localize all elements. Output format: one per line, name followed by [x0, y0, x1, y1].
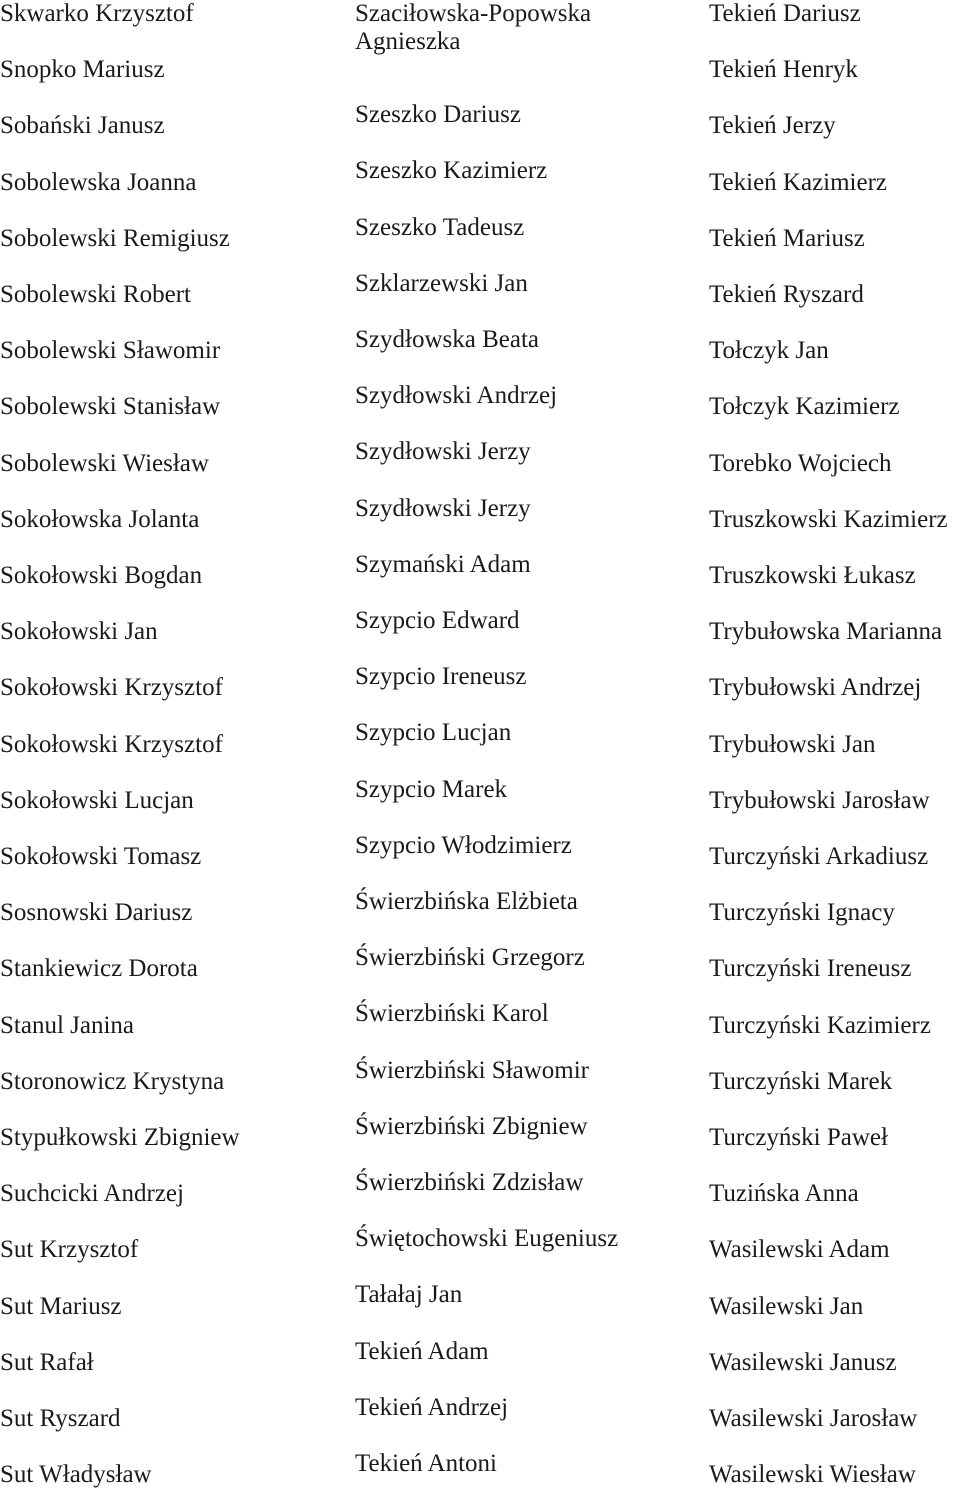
name-entry: Tałałaj Jan: [355, 1281, 463, 1309]
name-entry: Sokołowski Krzysztof: [0, 674, 223, 702]
name-entry: Świerzbińska Elżbieta: [355, 887, 578, 915]
name-entry: Tekień Antoni: [355, 1449, 497, 1477]
name-entry: Snopko Mariusz: [0, 56, 165, 84]
name-entry: Truszkowski Łukasz: [709, 562, 916, 589]
name-entry: Turczyński Ireneusz: [709, 955, 912, 983]
name-entry: Trybułowski Jarosław: [709, 786, 930, 814]
name-entry: Szypcio Marek: [355, 775, 508, 803]
name-entry: Sut Mariusz: [0, 1292, 122, 1320]
name-entry-line1: Szaciłowska-Popowska: [355, 0, 592, 27]
name-entry: Szydłowski Andrzej: [355, 382, 558, 410]
name-entry: Tekień Henryk: [709, 56, 858, 84]
name-entry: Wasilewski Janusz: [709, 1348, 897, 1376]
name-entry: Tekień Adam: [355, 1337, 489, 1365]
name-entry: Tekień Ryszard: [709, 281, 864, 308]
name-entry: Tuzińska Anna: [709, 1180, 859, 1208]
name-entry: Sobański Janusz: [0, 112, 165, 140]
name-entry: Świerzbiński Karol: [355, 1000, 549, 1028]
name-entry: Szklarzewski Jan: [355, 269, 528, 297]
name-entry: Szymański Adam: [355, 550, 531, 578]
name-entry: Trybułowski Andrzej: [709, 674, 922, 702]
name-entry: Turczyński Kazimierz: [709, 1011, 931, 1039]
name-entry: Wasilewski Jarosław: [709, 1405, 918, 1432]
name-entry: Tekień Dariusz: [709, 0, 861, 27]
name-entry: Sobolewska Joanna: [0, 168, 197, 196]
name-entry: Suchcicki Andrzej: [0, 1180, 184, 1208]
name-entry: Turczyński Marek: [709, 1067, 893, 1095]
name-entry: Tekień Andrzej: [355, 1393, 509, 1421]
name-entry: Sokołowski Bogdan: [0, 562, 203, 589]
name-entry: Sosnowski Dariusz: [0, 899, 193, 927]
name-entry: Torebko Wojciech: [709, 449, 892, 477]
name-entry: Stypułkowski Zbigniew: [0, 1124, 240, 1151]
name-entry-line2: Agnieszka: [355, 28, 461, 55]
name-entry: Sut Rafał: [0, 1348, 94, 1376]
name-entry: Sobolewski Wiesław: [0, 449, 209, 477]
name-entry: Szypcio Lucjan: [355, 719, 512, 747]
name-entry: Świerzbiński Zdzisław: [355, 1168, 584, 1196]
name-entry: Szypcio Edward: [355, 606, 520, 634]
name-entry: Turczyński Ignacy: [709, 899, 895, 927]
name-entry: Tołczyk Kazimierz: [709, 393, 900, 421]
name-entry: Sobolewski Stanisław: [0, 393, 221, 421]
name-entry: Szeszko Dariusz: [355, 101, 521, 129]
name-entry: Storonowicz Krystyna: [0, 1067, 225, 1095]
name-entry: Wasilewski Wiesław: [709, 1461, 916, 1489]
name-entry: Sokołowski Jan: [0, 618, 158, 646]
name-entry: Tekień Jerzy: [709, 112, 836, 140]
name-entry: Szydłowski Jerzy: [355, 494, 531, 522]
name-entry: Sut Krzysztof: [0, 1236, 139, 1264]
name-entry: Wasilewski Adam: [709, 1236, 890, 1264]
name-entry: Świerzbiński Grzegorz: [355, 944, 585, 972]
name-entry: Sobolewski Robert: [0, 281, 191, 308]
name-entry: Świerzbiński Sławomir: [355, 1056, 590, 1084]
name-entry: Sokołowski Tomasz: [0, 843, 202, 870]
name-entry: Tekień Kazimierz: [709, 168, 888, 196]
name-entry: Trybułowski Jan: [709, 730, 876, 758]
name-entry: Turczyński Paweł: [709, 1124, 888, 1151]
name-entry-multiline: [355, 0, 591, 56]
name-entry: Szeszko Tadeusz: [355, 213, 525, 241]
name-entry: Truszkowski Kazimierz: [709, 505, 948, 533]
name-entry: Świętochowski Eugeniusz: [355, 1225, 619, 1253]
name-entry: Turczyński Arkadiusz: [709, 843, 929, 870]
name-entry: Sokołowski Krzysztof: [0, 730, 223, 758]
name-entry: Tołczyk Jan: [709, 337, 829, 365]
name-entry: Szeszko Kazimierz: [355, 157, 548, 185]
name-entry: Sobolewski Remigiusz: [0, 224, 230, 252]
name-entry: Stankiewicz Dorota: [0, 955, 198, 983]
name-entry: Wasilewski Jan: [709, 1292, 864, 1320]
name-entry: Skwarko Krzysztof: [0, 0, 194, 27]
name-entry: Tekień Mariusz: [709, 224, 865, 252]
name-entry: Sobolewski Sławomir: [0, 337, 221, 365]
name-entry: Trybułowska Marianna: [709, 618, 943, 646]
name-entry: Szydłowska Beata: [355, 325, 539, 353]
name-entry: Szypcio Ireneusz: [355, 663, 527, 691]
name-entry: Szydłowski Jerzy: [355, 438, 531, 466]
name-entry: Sut Władysław: [0, 1461, 152, 1489]
name-entry: Świerzbiński Zbigniew: [355, 1112, 588, 1140]
name-entry: Stanul Janina: [0, 1011, 135, 1039]
name-entry: Sut Ryszard: [0, 1405, 121, 1432]
name-entry: Sokołowski Lucjan: [0, 786, 194, 814]
name-entry: Sokołowska Jolanta: [0, 505, 200, 533]
name-entry: Szypcio Włodzimierz: [355, 831, 572, 859]
